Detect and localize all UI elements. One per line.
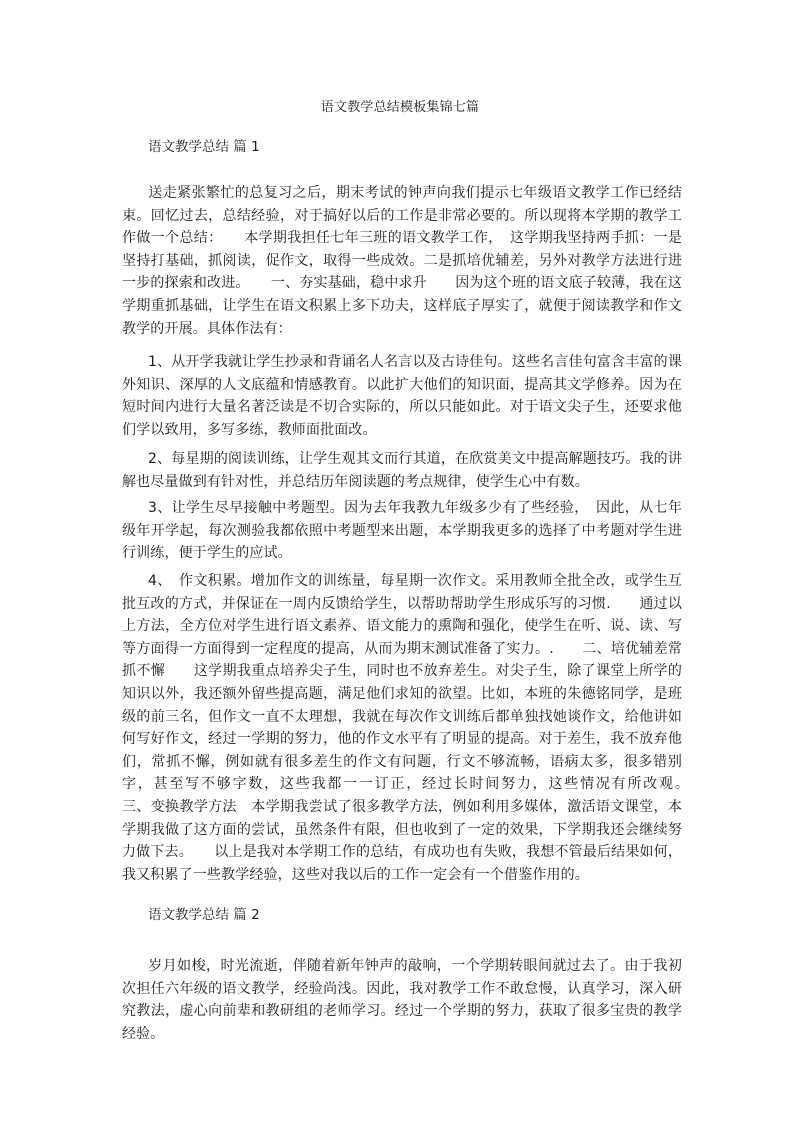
section-1-intro-text: 送走紧张繁忙的总复习之后，期末考试的钟声向我们提示七年级语文教学工作已经结束。回忆过去，总结经验，对于搞好以后的工作是非常必要的。所以现将本学期的教学工作做一个总结： 本学期我担任七年三班的语文教学工作， 这学期我坚持两手抓：一是坚持打基础，抓阅读，促作文，取得一些成效。二是抓培优辅差，另外对教学方法进行进一步的探索和改进。 一、夯实基础，稳中求升 因为这个班的语文底子较薄，我在这学期重抓基础，让学生在语文积累上多下功夫，这样底子厚实了，就便于阅读教学和作文教学的开展。具体作法有：: [122, 185, 682, 337]
section-1-item-2: [122, 448, 682, 493]
section-1-item-3-text: 3、让学生尽早接触中考题型。因为去年我教九年级多少有了些经验， 因此，从七年级年开学起，每次测验我都依照中考题型来出题，本学期我更多的选择了中考题对学生进行训练，便于学生的应试。: [122, 500, 682, 562]
section-1-item-1: [122, 351, 682, 441]
section-2-intro-paragraph: [122, 955, 682, 1045]
section-heading-1: 语文教学总结 篇 1: [148, 139, 260, 155]
section-2-intro-text: 岁月如梭，时光流逝，伴随着新年钟声的敲响，一个学期转眼间就过去了。由于我初次担任六年级的语文教学，经验尚浅。因此，我对教学工作不敢怠慢，认真学习，深入研究教法，虚心向前辈和教研组的老师学习。经过一个学期的努力，获取了很多宝贵的教学经验。: [122, 958, 682, 1042]
document-title: 语文教学总结模板集锦七篇: [320, 100, 480, 115]
section-1-intro-paragraph: [122, 182, 682, 340]
section-1-item-4: [122, 570, 753, 886]
section-1-item-1-text: 1、从开学我就让学生抄录和背诵名人名言以及古诗佳句。这些名言佳句富含丰富的课外知识、深厚的人文底蕴和情感教育。以此扩大他们的知识面，提高其文学修养。因为在短时间内进行大量名著泛读是不切合实际的，所以只能如此。对于语文尖子生，还要求他们学以致用，多写多练，教师面批面改。: [122, 354, 682, 438]
section-1-item-3: [122, 497, 682, 565]
section-heading-2: 语文教学总结 篇 2: [148, 907, 260, 923]
section-1-item-4-text: 4、 作文积累。增加作文的训练量，每星期一次作文。采用教师全批全改，或学生互批互改的方式，并保证在一周内反馈给学生，以帮助帮助学生形成乐写的习惯. 通过以上方法，全方位对学生进行语文素养、语文能力的熏陶和强化，使学生在听、说、读、写等方面得一方面得到一定程度的提高，从而为期末测试准备了实力。. 二、培优辅差常抓不懈 这学期我重点培养尖子生，同时也不放弃差生。对尖子生，除了课堂上所学的知识以外，我还额外留些提高题，满足他们求知的欲望。比如，本班的朱德铭同学，是班级的前三名，但作文一直不太理想，我就在每次作文训练后都单独找她谈作文，给他讲如何写好作文，经过一学期的努力，他的作文水平有了明显的提高。对于差生，我不放弃他们，常抓不懈，例如就有很多差生的作文有问题，行文不够流畅，语病太多，很多错别字，甚至写不够字数，这些我都一一订正，经过长时间努力，这些情况有所改观。 三、变换教学方法 本学期我尝试了很多教学方法，例如利用多媒体，激活语文课堂，本学期我做了这方面的尝试，虽然条件有限，但也收到了一定的效果，下学期我还会继续努力做下去。 以上是我对本学期工作的总结，有成功也有失败，我想不管最后结果如何，我又积累了一些教学经验，这些对我以后的工作一定会有一个借鉴作用的。: [122, 573, 753, 883]
section-1-item-2-text: 2、每星期的阅读训练，让学生观其文而行其道，在欣赏美文中提高解题技巧。我的讲解也尽量做到有针对性，并总结历年阅读题的考点规律，使学生心中有数。: [122, 451, 682, 490]
